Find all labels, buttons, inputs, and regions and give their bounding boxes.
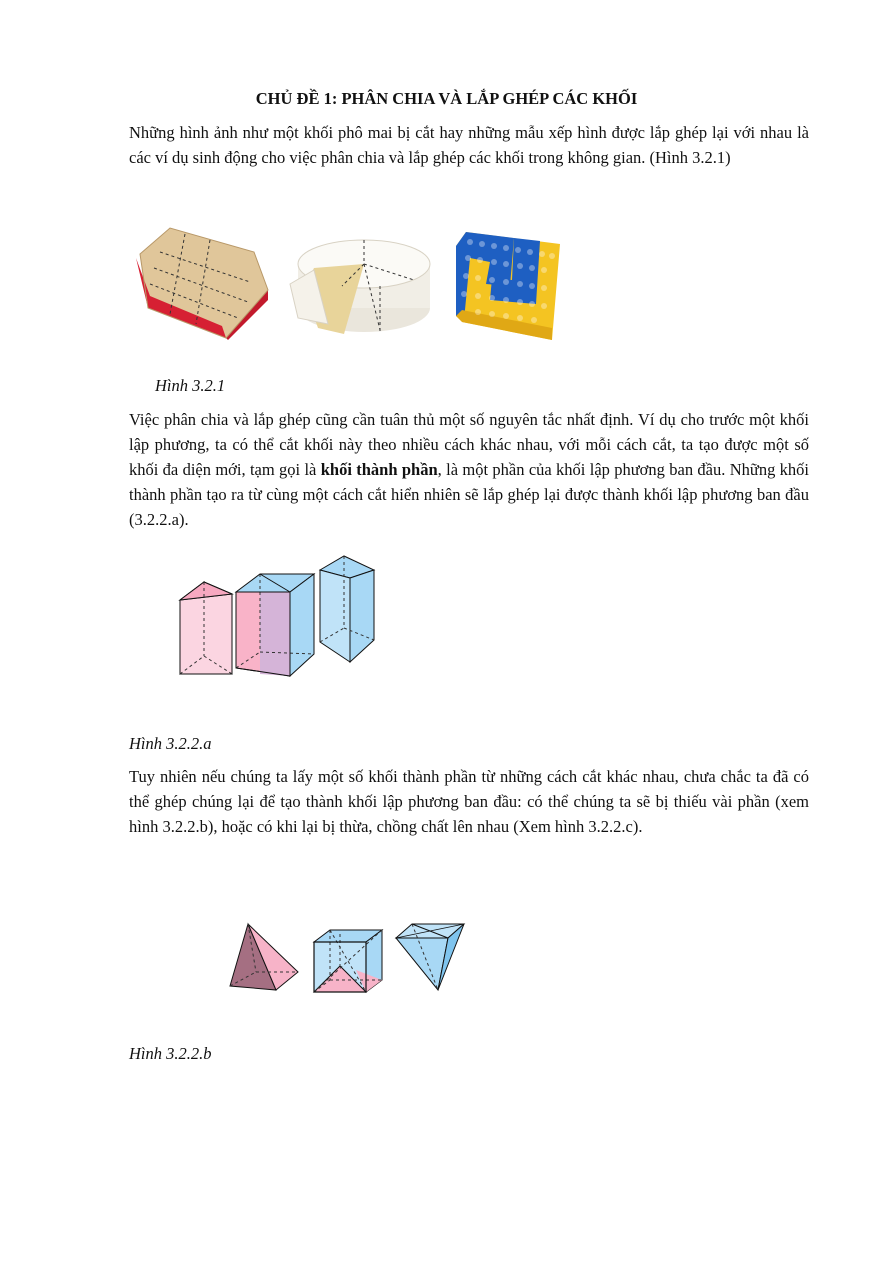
figure-3-2-2-a-caption: Hình 3.2.2.a: [129, 734, 212, 753]
lego-bricks-image: [450, 228, 564, 348]
cheese-wedge-image: [130, 222, 272, 340]
figure-3-2-2-b-caption: Hình 3.2.2.b: [129, 1044, 212, 1063]
cutting-paragraph-text-2: , là một phần của khối lập phương ban đầu. Những khối thành phần tạo ra từ cùng một cách cắt hiển nhiên sẽ lắp ghép lại được thành khối lập phương ban đầu (3.2.2.a).: [129, 460, 809, 529]
cutting-paragraph-text-1: Việc phân chia và lắp ghép cũng cần tuân thủ một số nguyên tắc nhất định. Ví dụ cho trước một khối lập phương, ta có thể cắt khối này theo nhiều cách khác nhau, với mỗi cách cắt, ta tạo được một số khối đa diện mới, tạm gọi là: [129, 410, 809, 479]
figure-3-2-2-a-prisms: [176, 556, 380, 684]
figure-3-2-1-caption: Hình 3.2.1: [155, 376, 226, 395]
figure-3-2-2-b-pieces: [226, 920, 468, 994]
mismatch-paragraph: Tuy nhiên nếu chúng ta lấy một số khối thành phần từ những cách cắt khác nhau, chưa chắc ta đã có thể ghép chúng lại để tạo thành khối lập phương ban đầu: có thể chúng ta sẽ bị thiếu vài phần (xem hình 3.2.2.b), hoặc có khi lại bị thừa, chồng chất lên nhau (Xem hình 3.2.2.c).: [129, 767, 809, 836]
component-block-term: khối thành phần: [320, 460, 438, 479]
cutting-paragraph: [129, 407, 809, 532]
cheese-wheel-image: [284, 228, 434, 340]
intro-paragraph: Những hình ảnh như một khối phô mai bị cắt hay những mẫu xếp hình được lắp ghép lại với nhau là các ví dụ sinh động cho việc phân chia và lắp ghép các khối trong không gian. (Hình 3.2.1): [129, 123, 809, 167]
page-title: CHỦ ĐỀ 1: PHÂN CHIA VÀ LẮP GHÉP CÁC KHỐI: [255, 89, 638, 108]
